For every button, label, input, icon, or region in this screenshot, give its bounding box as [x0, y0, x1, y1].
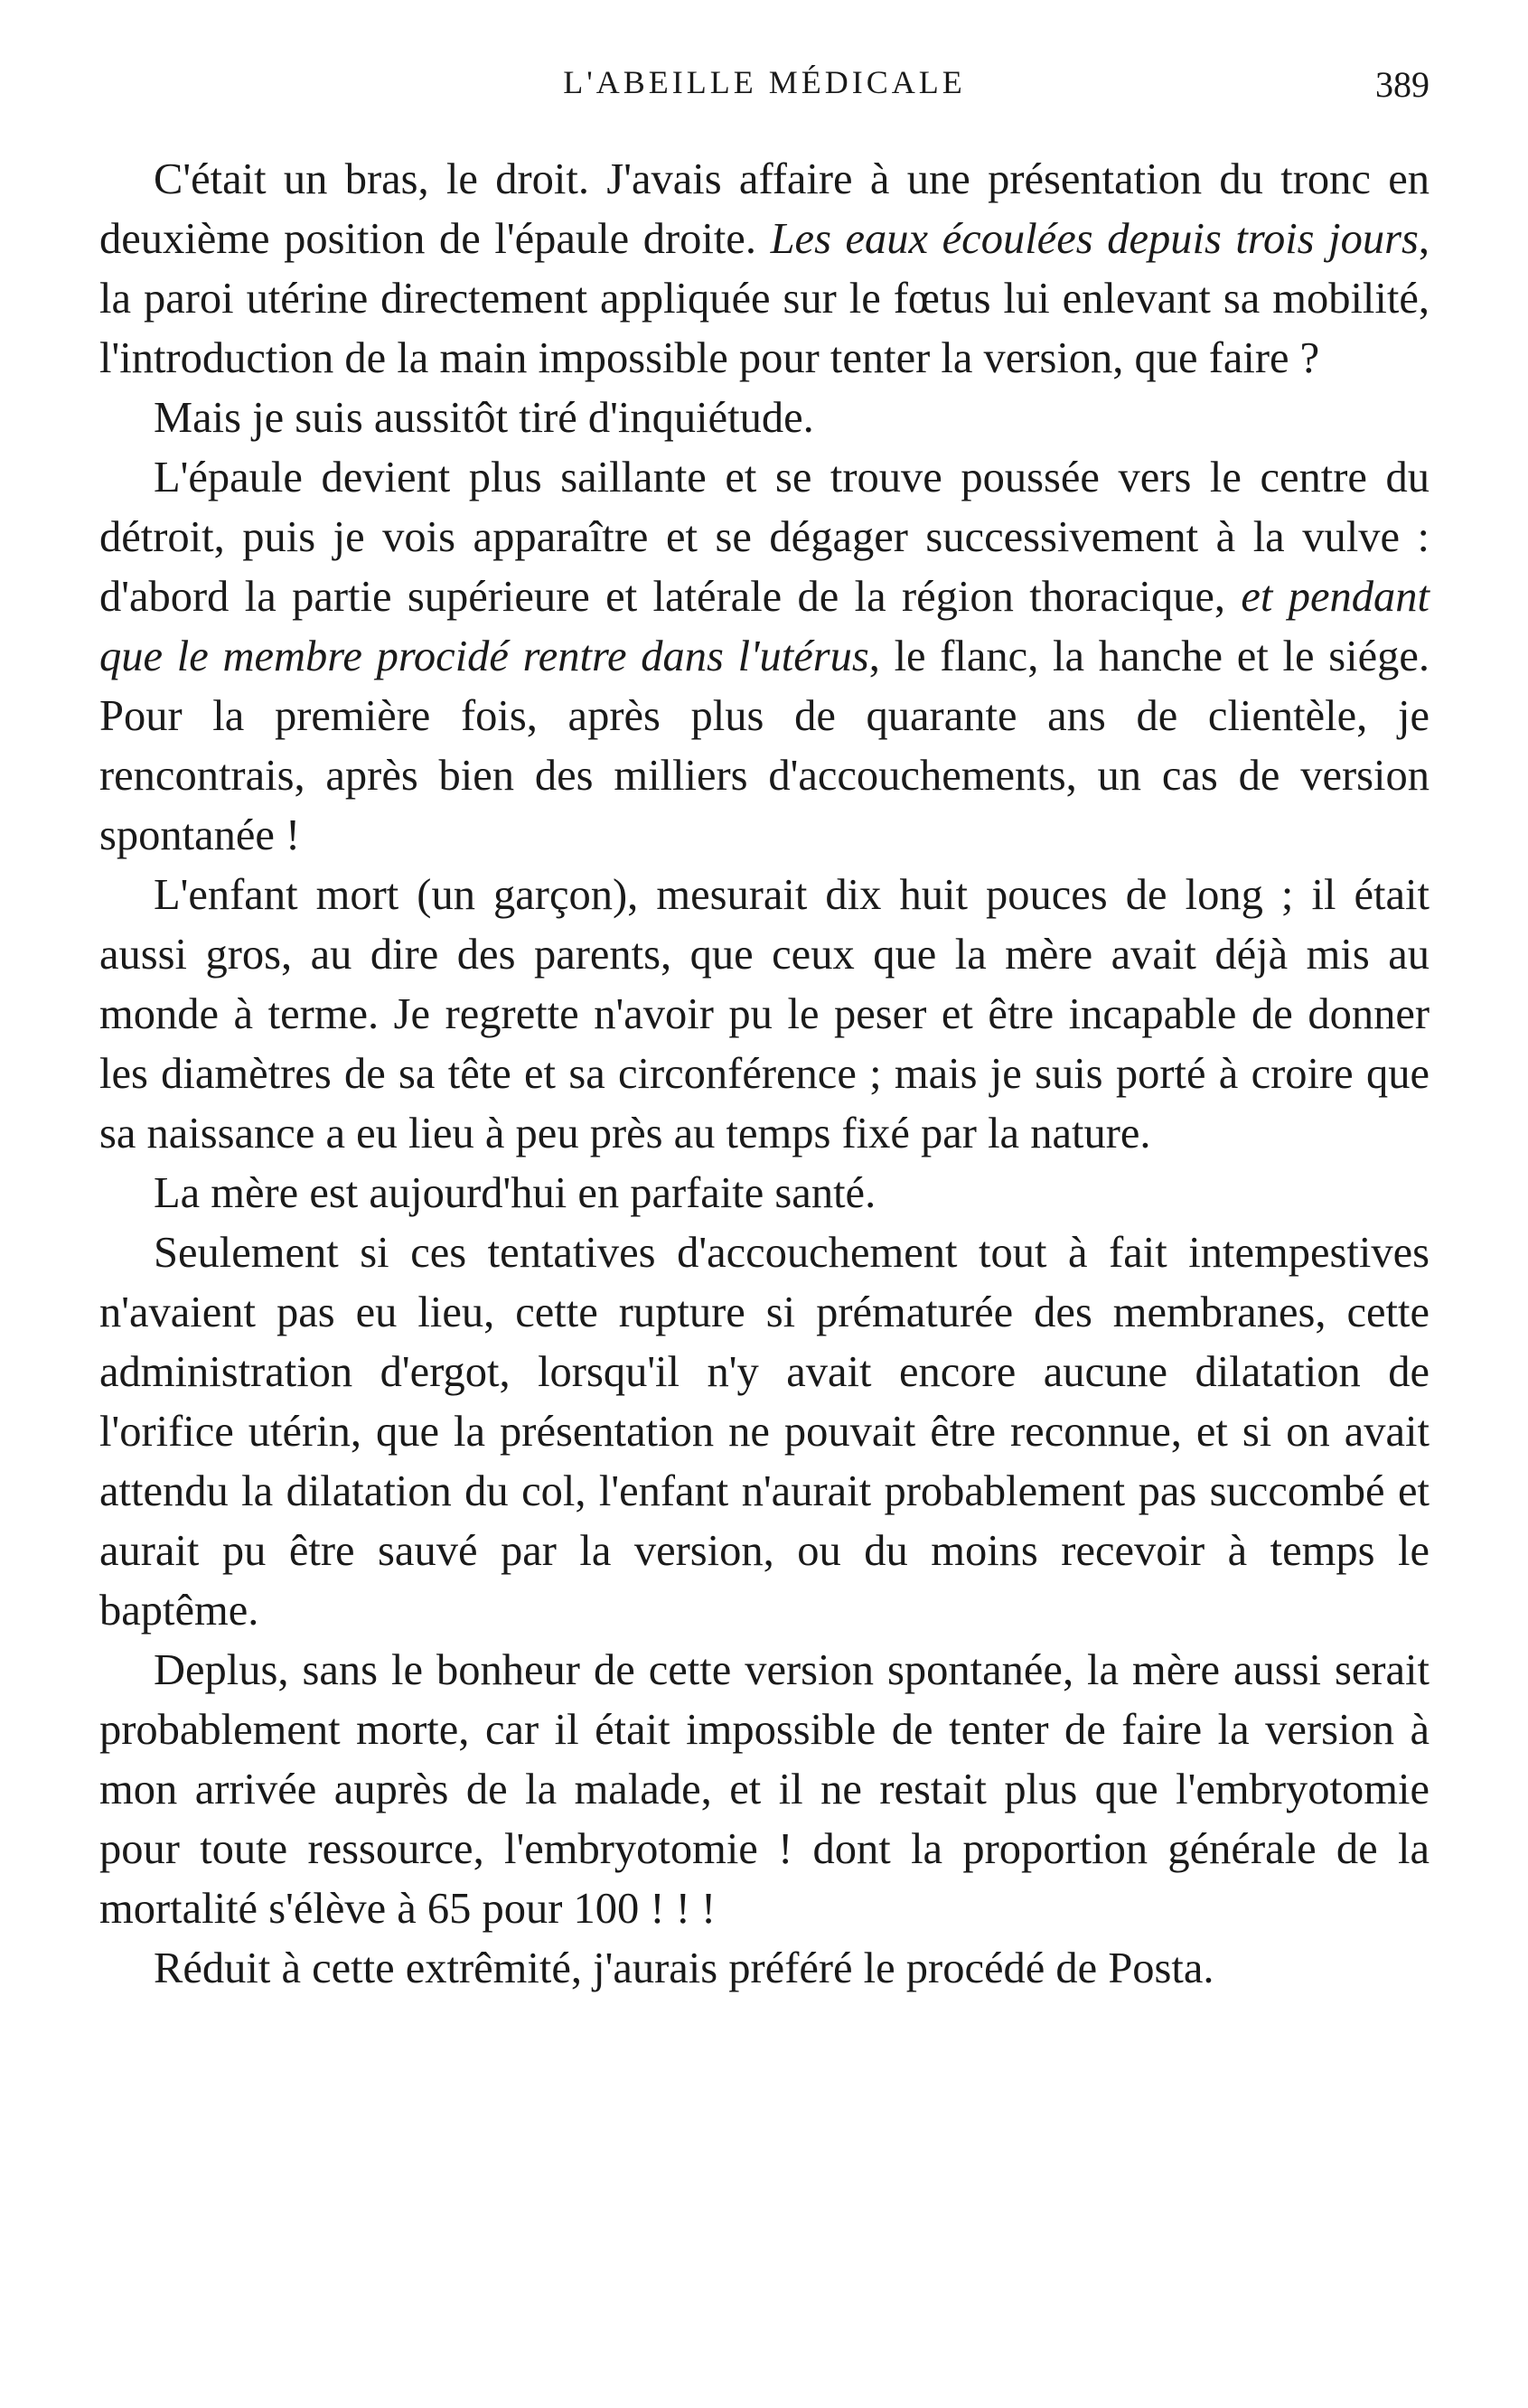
paragraph-1-italic: Les eaux écoulées depuis trois jours	[770, 215, 1419, 263]
body-text	[99, 150, 1430, 1999]
running-title: L'ABEILLE MÉDICALE	[563, 64, 966, 100]
paragraph-7	[99, 1641, 1430, 1939]
paragraph-4	[99, 866, 1430, 1164]
paragraph-6	[99, 1223, 1430, 1641]
paragraph-1	[99, 150, 1430, 389]
paragraph-8	[99, 1939, 1430, 1999]
paragraph-8-text: Réduit à cette extrêmité, j'aurais préféré le procédé de Posta.	[154, 1944, 1214, 1992]
paragraph-1-text-b: , la paroi utérine directement appliquée sur le fœtus lui enlevant sa mobilité, l'introduction de la main impossible pour tenter la version, que faire ?	[99, 215, 1430, 382]
paragraph-3-text-a: L'épaule devient plus saillante et se trouve poussée vers le centre du détroit, puis je vois apparaître et se dégager successivement à la vulve : d'abord la partie supérieure et latérale de la région thoracique,	[99, 454, 1430, 621]
paragraph-3	[99, 448, 1430, 866]
paragraph-5	[99, 1164, 1430, 1223]
paragraph-2-text: Mais je suis aussitôt tiré d'inquiétude.	[154, 394, 814, 442]
paragraph-6-text: Seulement si ces tentatives d'accouchement tout à fait intempestives n'avaient pas eu lieu, cette rupture si prématurée des membranes, cette administration d'ergot, lorsqu'il n'y avait encore aucune dilatation de l'orifice utérin, que la présentation ne pouvait être reconnue, et si on avait attendu la dilatation du col, l'enfant n'aurait probablement pas succombé et aurait pu être sauvé par la version, ou du moins recevoir à temps le baptême.	[99, 1229, 1430, 1635]
paragraph-5-text: La mère est aujourd'hui en parfaite santé.	[154, 1169, 876, 1217]
paragraph-3-italic: et pendant que le membre procidé rentre dans l'utérus	[99, 573, 1430, 680]
paragraph-2	[99, 389, 1430, 448]
paragraph-1-text-a: C'était un bras, le droit. J'avais affaire à une présentation du tronc en deuxième position de l'épaule droite.	[99, 155, 1430, 263]
running-header	[99, 63, 1430, 117]
paragraph-7-text: Deplus, sans le bonheur de cette version spontanée, la mère aussi serait probablement morte, car il était impossible de tenter de faire la version à mon arrivée auprès de la malade, et il ne restait plus que l'embryotomie pour toute ressource, l'embryotomie ! dont la proportion générale de la mortalité s'élève à 65 pour 100 ! ! !	[99, 1646, 1430, 1933]
paragraph-3-text-b: , le flanc, la hanche et le siége. Pour la première fois, après plus de quarante ans de clientèle, je rencontrais, après bien des milliers d'accouchements, un cas de version spontanée !	[99, 632, 1430, 859]
book-page	[99, 63, 1430, 1999]
paragraph-4-text: L'enfant mort (un garçon), mesurait dix huit pouces de long ; il était aussi gros, au dire des parents, que ceux que la mère avait déjà mis au monde à terme. Je regrette n'avoir pu le peser et être incapable de donner les diamètres de sa tête et sa circonférence ; mais je suis porté à croire que sa naissance a eu lieu à peu près au temps fixé par la nature.	[99, 871, 1430, 1157]
page-number: 389	[1375, 64, 1430, 105]
